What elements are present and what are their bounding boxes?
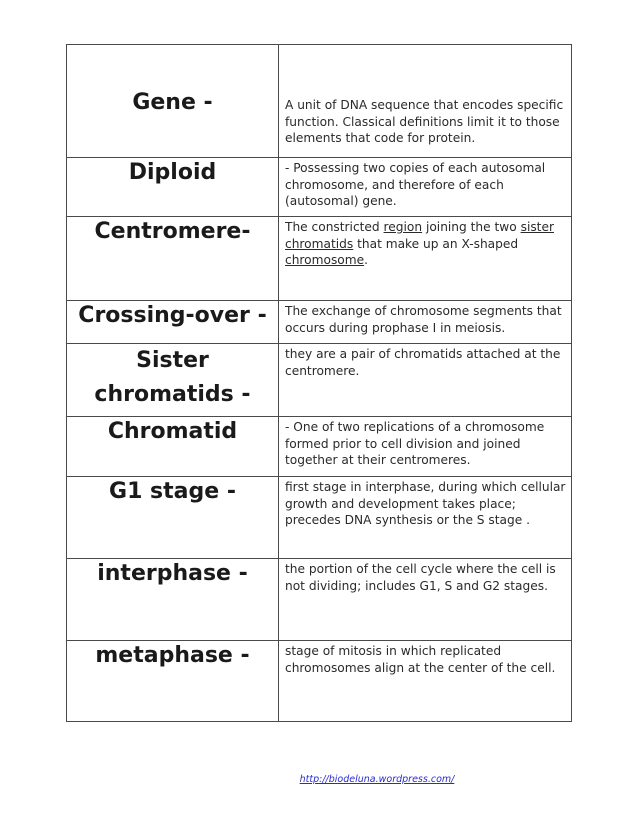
definition-text: A unit of DNA sequence that encodes specific function. Classical definitions limit it to those elements that code for protein. (285, 98, 564, 146)
definition-cell (279, 217, 572, 301)
term-cell (67, 559, 279, 641)
chromosome-link[interactable]: chromosome (285, 253, 365, 268)
term-cell (67, 641, 279, 722)
definition-fragment: The constricted (285, 220, 384, 234)
term-cell (67, 45, 279, 158)
table-row (67, 158, 572, 217)
table-row (67, 417, 572, 477)
term-cell (67, 158, 279, 217)
definition-fragment: . (364, 253, 369, 268)
table-row (67, 641, 572, 722)
table-row (67, 344, 572, 417)
term-label: Crossing-over - (78, 303, 267, 328)
definition-cell (279, 477, 572, 559)
definition-cell (279, 417, 572, 477)
definition-text: - Possessing two copies of each autosomal chromosome, and therefore of each (autosomal) gene. (285, 161, 546, 209)
definition-text: first stage in interphase, during which cellular growth and development takes place; precedes DNA synthesis or the S stage . (285, 480, 566, 528)
term-cell (67, 417, 279, 477)
term-label: G1 stage - (109, 479, 236, 504)
definition-text: stage of mitosis in which replicated chromosomes align at the center of the cell. (285, 644, 556, 675)
vocabulary-table (66, 44, 572, 722)
definition-text (279, 217, 571, 269)
footer-link[interactable]: http://biodeluna.wordpress.com/ (299, 774, 455, 785)
table-row (67, 45, 572, 158)
definition-cell (279, 559, 572, 641)
table-row (67, 477, 572, 559)
definition-cell (279, 641, 572, 722)
term-label: Diploid (128, 160, 217, 185)
term-cell (67, 477, 279, 559)
definition-text: the portion of the cell cycle where the cell is not dividing; includes G1, S and G2 stages. (285, 562, 556, 593)
term-cell (67, 301, 279, 344)
definition-cell (279, 301, 572, 344)
definition-fragment: joining the two (422, 220, 521, 234)
term-label: Centromere- (94, 219, 251, 244)
definition-cell (279, 344, 572, 417)
table-row (67, 301, 572, 344)
definition-cell (279, 45, 572, 158)
region-link[interactable]: region (383, 220, 423, 234)
term-label: metaphase - (95, 643, 250, 668)
term-cell (67, 217, 279, 301)
definition-text: they are a pair of chromatids attached at the centromere. (285, 347, 561, 378)
table-row (67, 217, 572, 301)
definition-text: - One of two replications of a chromosome formed prior to cell division and joined together at their centromeres. (285, 420, 545, 468)
sister-chromatids-link[interactable]: sister chromatids (285, 220, 554, 251)
term-label: Chromatid (107, 419, 238, 444)
definition-text: The exchange of chromosome segments that occurs during prophase I in meiosis. (285, 304, 562, 335)
table-row (67, 559, 572, 641)
term-label: Sister chromatids - (94, 348, 251, 407)
term-label: interphase - (97, 561, 248, 586)
definition-cell (279, 158, 572, 217)
definition-fragment: that make up an X-shaped (353, 236, 519, 251)
term-cell (67, 344, 279, 417)
term-label: Gene - (132, 90, 213, 115)
